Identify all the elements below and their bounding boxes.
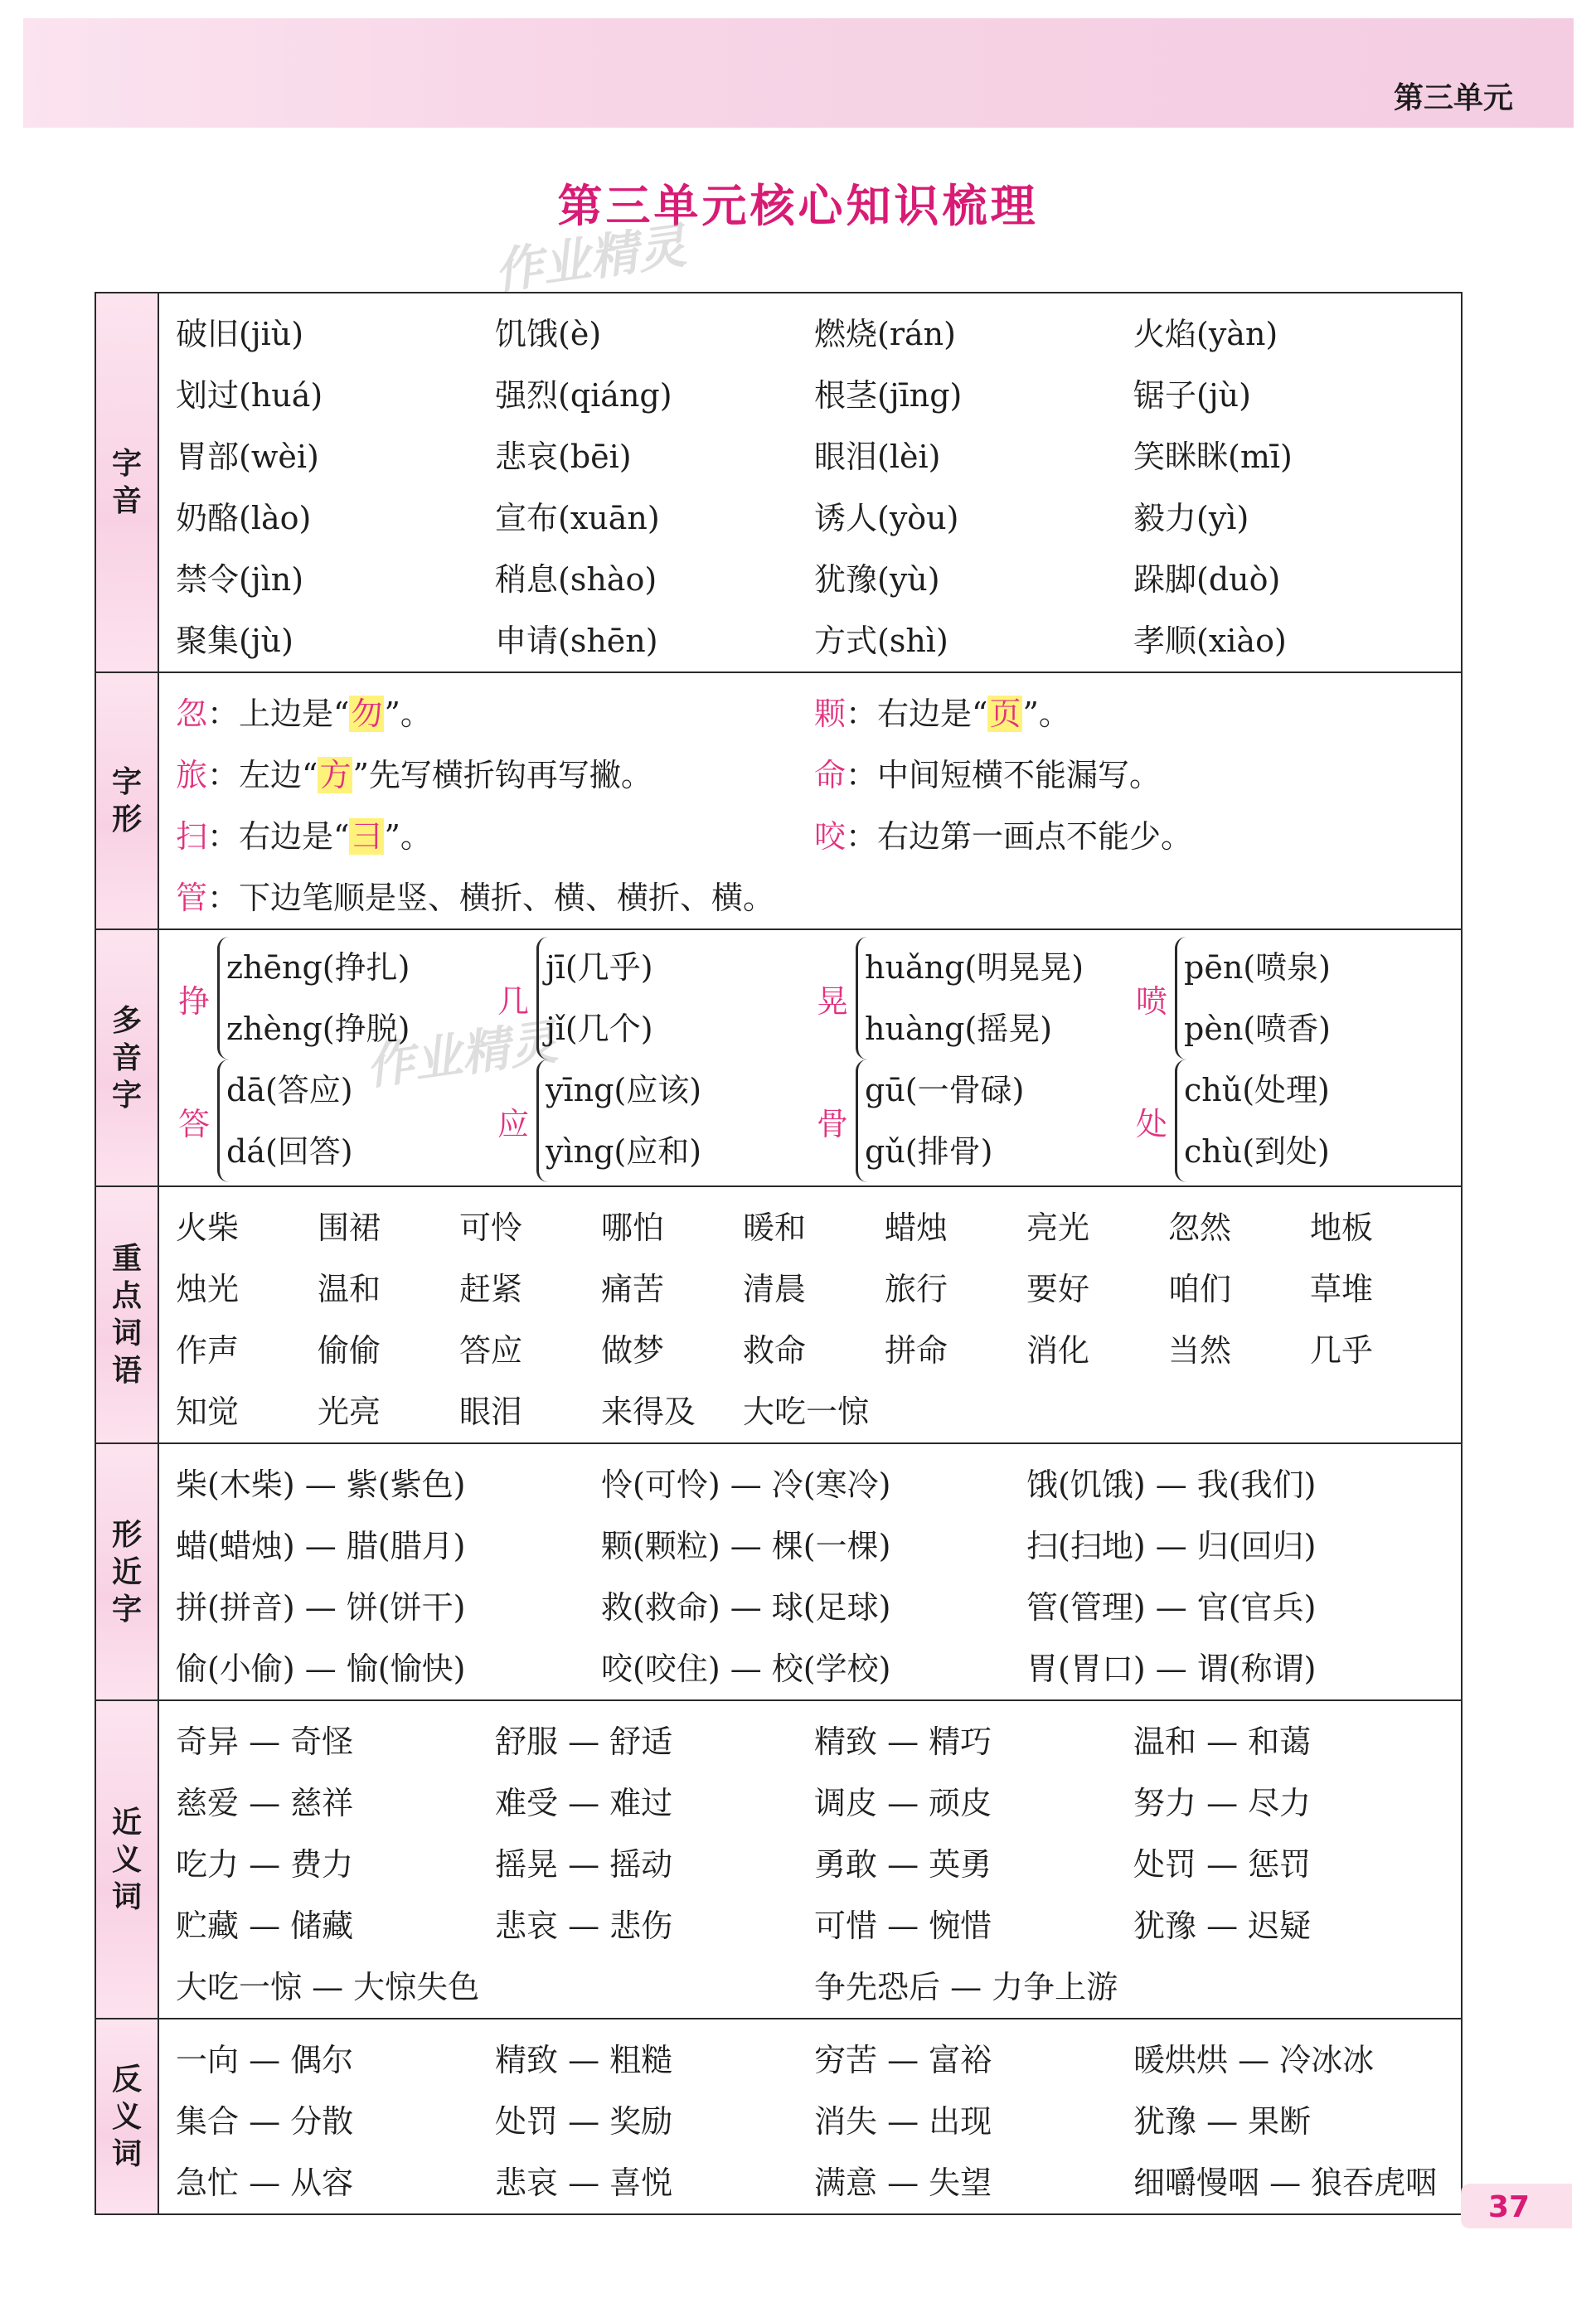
brace [1175, 1059, 1330, 1182]
table-row [176, 741, 1453, 802]
highlight-char: 彐 [351, 817, 383, 855]
polyphone-char: 几 [497, 982, 529, 1020]
antonym-pair: 悲哀 — 喜悦 [495, 2164, 673, 2201]
note-text: ：右边是“ [207, 817, 350, 855]
word: 光亮 [318, 1393, 381, 1430]
word: 答应 [459, 1331, 523, 1369]
word: 地板 [1310, 1209, 1374, 1246]
synonym-pair: 勇敢 — 英勇 [814, 1845, 992, 1883]
similar-pair: 救(救命) — 球(足球) [601, 1588, 891, 1626]
table-row [176, 1512, 1453, 1573]
pronunciation-item: 火焰(yàn) [1133, 315, 1278, 352]
note-char: 咬 [814, 817, 847, 855]
glyph-note [176, 811, 814, 856]
pronunciation-item: 悲哀(bēi) [495, 438, 632, 475]
word: 蜡烛 [885, 1209, 948, 1246]
reading: gū(一骨碌) [865, 1072, 1025, 1108]
word: 做梦 [601, 1331, 665, 1369]
polyphone-group [1133, 937, 1453, 1059]
reading: chù(到处) [1184, 1133, 1330, 1170]
table-row [176, 680, 1453, 741]
table-row [176, 545, 1453, 607]
table-row [176, 1635, 1453, 1696]
section-label: 近 义 词 [95, 1700, 158, 2019]
antonyms-list [159, 2019, 1461, 2213]
synonym-pair: 摇晃 — 摇动 [495, 1845, 673, 1883]
page-title: 第三单元核心知识梳理 [557, 180, 1039, 232]
note-text: ”先写横折钩再写撇。 [352, 756, 652, 793]
table-row [176, 361, 1453, 423]
synonym-pair: 吃力 — 费力 [176, 1845, 354, 1883]
unit-label: 第三单元 [1393, 81, 1513, 115]
word: 眼泪 [459, 1393, 523, 1430]
antonym-pair: 满意 — 失望 [814, 2164, 992, 2201]
pronunciation-item: 跺脚(duò) [1133, 560, 1281, 598]
antonym-pair: 犹豫 — 果断 [1133, 2102, 1312, 2140]
word: 温和 [318, 1270, 381, 1307]
table-row [176, 1830, 1453, 1892]
similar-pair: 蜡(蜡烛) — 腊(腊月) [176, 1527, 466, 1564]
reading: huàng(摇晃) [865, 1011, 1053, 1047]
reading: chǔ(处理) [1184, 1072, 1330, 1108]
similar-pair: 偷(小偷) — 愉(愉快) [176, 1650, 466, 1687]
synonym-pair: 难受 — 难过 [495, 1784, 673, 1821]
header-band [23, 18, 1574, 128]
word: 旅行 [885, 1270, 948, 1307]
table-row [176, 1708, 1453, 1769]
table-row [176, 300, 1453, 361]
reading: gǔ(排骨) [865, 1133, 993, 1170]
pronunciation-item: 划过(huá) [176, 376, 323, 414]
word: 知觉 [176, 1393, 240, 1430]
highlight-char: 方 [319, 756, 352, 793]
pronunciation-item: 诱人(yòu) [814, 499, 959, 536]
similar-pair: 拼(拼音) — 饼(饼干) [176, 1588, 466, 1626]
polyphone-group [1133, 1059, 1453, 1182]
similar-pair: 颗(颗粒) — 棵(一棵) [601, 1527, 891, 1564]
table-row [176, 1255, 1453, 1316]
brace [1175, 937, 1331, 1059]
pronunciation-item: 锯子(jù) [1133, 376, 1251, 414]
note-char: 旅 [176, 756, 208, 793]
antonym-pair: 精致 — 粗糙 [495, 2041, 673, 2078]
pronunciation-item: 聚集(jù) [176, 622, 293, 659]
glyph-note [814, 811, 1453, 856]
word: 忽然 [1168, 1209, 1232, 1246]
reading: jī(几乎) [546, 949, 653, 986]
reading: yīng(应该) [546, 1072, 702, 1108]
page-number: 37 [1487, 2190, 1531, 2224]
knowledge-table [95, 292, 1463, 2215]
word: 火柴 [176, 1209, 240, 1246]
polyphone-char: 答 [177, 1105, 210, 1142]
pronunciation-item: 胃部(wèi) [176, 438, 319, 475]
synonym-pair: 贮藏 — 储藏 [176, 1907, 354, 1944]
synonym-pair: 精致 — 精巧 [814, 1723, 992, 1760]
similar-pair: 管(管理) — 官(官兵) [1026, 1588, 1317, 1626]
pronunciation-item: 宣布(xuān) [495, 499, 660, 536]
table-row [176, 864, 1453, 925]
highlight-char: 勿 [351, 695, 383, 732]
section-label: 字 音 [95, 293, 158, 672]
word: 清晨 [743, 1270, 807, 1307]
pronunciation-item: 毅力(yì) [1133, 499, 1249, 536]
note-char: 命 [814, 756, 847, 793]
word: 拼命 [885, 1331, 948, 1369]
synonyms-list [159, 1701, 1461, 2018]
polyphone-group [495, 937, 814, 1059]
note-char: 扫 [176, 817, 208, 855]
brace [856, 1059, 1024, 1182]
glyph-notes [159, 673, 1461, 928]
brace [217, 1059, 353, 1182]
antonym-pair: 急忙 — 从容 [176, 2164, 354, 2201]
key-words-list [159, 1187, 1461, 1442]
word: 咱们 [1168, 1270, 1232, 1307]
pronunciation-item: 禁令(jìn) [176, 560, 304, 598]
reading: jǐ(几个) [546, 1011, 653, 1047]
reading: zhèng(挣脱) [226, 1011, 410, 1047]
note-char: 忽 [176, 695, 208, 732]
watermark: 作业精灵 [491, 217, 690, 300]
word: 大吃一惊 [743, 1393, 870, 1430]
pronunciation-item: 燃烧(rán) [814, 315, 956, 352]
note-text: ”。 [384, 695, 432, 732]
reading: pèn(喷香) [1184, 1011, 1331, 1047]
polyphone-char: 骨 [816, 1105, 848, 1142]
pronunciation-item: 破旧(jiù) [176, 315, 304, 352]
pronunciation-item: 根茎(jīng) [814, 376, 963, 414]
note-text: ：左边“ [207, 756, 318, 793]
brace [536, 937, 653, 1059]
word: 哪怕 [601, 1209, 665, 1246]
pronunciation-item: 稍息(shào) [495, 560, 657, 598]
word: 围裙 [318, 1209, 381, 1246]
similar-pair: 咬(咬住) — 校(学校) [601, 1650, 891, 1687]
word: 草堆 [1310, 1270, 1374, 1307]
antonym-pair: 集合 — 分散 [176, 2102, 354, 2140]
note-text: ：右边第一画点不能少。 [846, 817, 1193, 855]
highlight-char: 页 [989, 695, 1021, 732]
section-label: 重 点 词 语 [95, 1186, 158, 1443]
pronunciation-item: 申请(shēn) [495, 622, 658, 659]
section-label: 反 义 词 [95, 2019, 158, 2214]
similar-chars-list [159, 1444, 1461, 1699]
pronunciation-item: 笑眯眯(mī) [1133, 438, 1293, 475]
word: 偷偷 [318, 1331, 381, 1369]
polyphone-char: 应 [497, 1105, 529, 1142]
glyph-note [176, 749, 814, 795]
similar-pair: 扫(扫地) — 归(回归) [1026, 1527, 1317, 1564]
table-row [176, 2087, 1453, 2149]
table-row [176, 423, 1453, 484]
glyph-note [176, 688, 814, 734]
table-row [176, 607, 1453, 668]
antonym-pair: 消失 — 出现 [814, 2102, 992, 2140]
word: 赶紧 [459, 1270, 523, 1307]
glyph-note [814, 749, 1453, 795]
word: 消化 [1026, 1331, 1090, 1369]
note-char: 管 [176, 879, 208, 916]
section-ciyu [95, 1186, 1462, 1443]
table-row [176, 1573, 1453, 1635]
section-zixing [95, 672, 1462, 929]
polyphone-group [495, 1059, 814, 1182]
synonym-pair: 悲哀 — 悲伤 [495, 1907, 673, 1944]
word: 几乎 [1310, 1331, 1374, 1369]
antonym-pair: 穷苦 — 富裕 [814, 2041, 992, 2078]
pronunciation-item: 强烈(qiáng) [495, 376, 672, 414]
polyphone-group [814, 937, 1133, 1059]
table-row [176, 802, 1453, 864]
reading: yìng(应和) [546, 1133, 702, 1170]
word: 可怜 [459, 1209, 523, 1246]
antonym-pair: 细嚼慢咽 — 狼吞虎咽 [1133, 2164, 1438, 2201]
note-text: ”。 [1022, 695, 1070, 732]
brace [856, 937, 1084, 1059]
antonym-pair: 处罚 — 奖励 [495, 2102, 673, 2140]
polyphone-group [176, 1059, 495, 1182]
page-number-badge [1459, 2180, 1575, 2232]
polyphone-char: 晃 [816, 982, 848, 1020]
word: 痛苦 [601, 1270, 665, 1307]
pronunciation-item: 犹豫(yù) [814, 560, 940, 598]
section-fanyi [95, 2019, 1462, 2214]
polyphone-group [814, 1059, 1133, 1182]
synonym-pair: 温和 — 和蔼 [1133, 1723, 1312, 1760]
section-duoyin [95, 929, 1462, 1186]
section-label: 形 近 字 [95, 1443, 158, 1700]
pronunciation-item: 眼泪(lèi) [814, 438, 941, 475]
similar-pair: 怜(可怜) — 冷(寒冷) [601, 1466, 891, 1503]
table-row [176, 2149, 1453, 2210]
synonym-pair: 大吃一惊 — 大惊失色 [176, 1968, 480, 2005]
section-label: 字 形 [95, 672, 158, 929]
pronunciation-item: 饥饿(è) [495, 315, 602, 352]
table-row [176, 1451, 1453, 1512]
similar-pair: 柴(木柴) — 紫(紫色) [176, 1466, 466, 1503]
table-row [176, 1378, 1453, 1439]
antonym-pair: 一向 — 偶尔 [176, 2041, 354, 2078]
note-text: ：中间短横不能漏写。 [846, 756, 1162, 793]
table-row [176, 1194, 1453, 1255]
polyphone-list [159, 930, 1461, 1185]
table-row [176, 484, 1453, 545]
synonym-pair: 处罚 — 惩罚 [1133, 1845, 1312, 1883]
synonym-pair: 可惜 — 惋惜 [814, 1907, 992, 1944]
reading: dá(回答) [226, 1133, 353, 1170]
table-row [176, 1953, 1453, 2015]
synonym-pair: 争先恐后 — 力争上游 [814, 1968, 1118, 2005]
polyphone-char: 处 [1135, 1105, 1167, 1142]
note-text: ：右边是“ [846, 695, 988, 732]
brace [217, 937, 410, 1059]
section-ziyin [95, 293, 1462, 672]
section-label: 多 音 字 [95, 929, 158, 1186]
polyphone-group [176, 937, 495, 1059]
table-row [176, 2026, 1453, 2087]
word: 来得及 [601, 1393, 696, 1430]
synonym-pair: 舒服 — 舒适 [495, 1723, 673, 1760]
word: 当然 [1168, 1331, 1232, 1369]
table-row [176, 1769, 1453, 1830]
word: 暖和 [743, 1209, 807, 1246]
word: 作声 [176, 1331, 240, 1369]
pronunciation-item: 孝顺(xiào) [1133, 622, 1287, 659]
table-row [176, 1316, 1453, 1378]
glyph-note [176, 872, 814, 918]
antonym-pair: 暖烘烘 — 冷冰冰 [1133, 2041, 1375, 2078]
table-row [176, 1892, 1453, 1953]
word: 要好 [1026, 1270, 1090, 1307]
note-text: ：下边笔顺是竖、横折、横、横折、横。 [207, 879, 775, 916]
section-jinyi [95, 1700, 1462, 2019]
synonym-pair: 调皮 — 顽皮 [814, 1784, 992, 1821]
synonym-pair: 慈爱 — 慈祥 [176, 1784, 354, 1821]
polyphone-char: 喷 [1135, 982, 1167, 1020]
reading: dā(答应) [226, 1072, 353, 1108]
polyphone-char: 挣 [177, 982, 210, 1020]
pronunciation-list [159, 293, 1461, 672]
note-char: 颗 [814, 695, 847, 732]
reading: pēn(喷泉) [1184, 949, 1331, 986]
synonym-pair: 犹豫 — 迟疑 [1133, 1907, 1312, 1944]
pronunciation-item: 方式(shì) [814, 622, 948, 659]
synonym-pair: 努力 — 尽力 [1133, 1784, 1312, 1821]
similar-pair: 饿(饥饿) — 我(我们) [1026, 1466, 1317, 1503]
note-text: ：上边是“ [207, 695, 350, 732]
watermark: 作业精灵 [362, 1013, 561, 1096]
brace [536, 1059, 701, 1182]
table-row [176, 937, 1453, 1059]
section-xingjin [95, 1443, 1462, 1700]
word: 救命 [743, 1331, 807, 1369]
word: 烛光 [176, 1270, 240, 1307]
glyph-note [814, 688, 1453, 734]
similar-pair: 胃(胃口) — 谓(称谓) [1026, 1650, 1317, 1687]
note-text: ”。 [384, 817, 432, 855]
synonym-pair: 奇异 — 奇怪 [176, 1723, 354, 1760]
pronunciation-item: 奶酪(lào) [176, 499, 312, 536]
table-row [176, 1059, 1453, 1182]
reading: zhēng(挣扎) [226, 949, 410, 986]
reading: huǎng(明晃晃) [865, 949, 1084, 986]
word: 亮光 [1026, 1209, 1090, 1246]
